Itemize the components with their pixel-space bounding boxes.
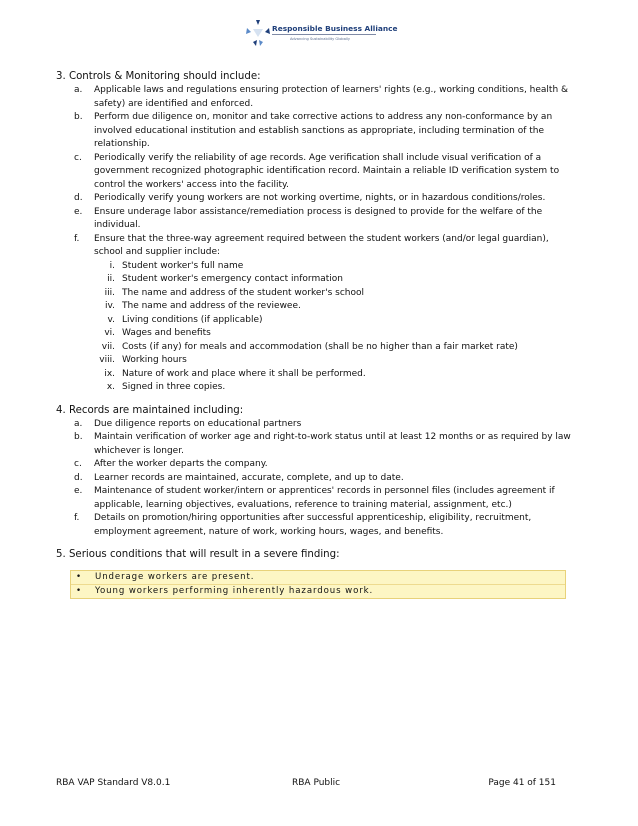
list-item-text: Due diligence reports on educational partners: [94, 418, 302, 429]
bullet-marker: •: [76, 572, 82, 582]
document-body: [56, 70, 576, 608]
bullet-item: [71, 584, 565, 598]
sub-list-item: [56, 260, 576, 274]
sub-list-item: [56, 381, 576, 395]
bullet-item: [71, 571, 565, 584]
sub-list-item: [56, 273, 576, 287]
sub-list-item-text: Living conditions (if applicable): [122, 314, 263, 325]
sub-list-item-text: Signed in three copies.: [122, 382, 226, 392]
list-item-text: Perform due diligence on, monitor and take corrective actions to address any non-conformance by an involved educational institution and establish sanctions as appropriate, including termination of the relationship.: [94, 112, 553, 149]
list-marker: e.: [74, 206, 83, 217]
list-item-text: Learner records are maintained, accurate, complete, and up to date.: [94, 472, 404, 483]
list-marker: f.: [74, 233, 80, 244]
sub-list-item-text: Student worker's full name: [122, 260, 244, 271]
list-item: [56, 84, 576, 111]
list-marker: b.: [74, 112, 83, 122]
rba-logo-icon: [244, 18, 272, 48]
sub-list-item-text: Working hours: [122, 355, 187, 365]
list-marker: f.: [74, 513, 80, 523]
list-item-text: Maintenance of student worker/intern or apprentices' records in personnel files (includes agreement if applicable, learning objectives, evaluations, reference to training material, assignment, etc.): [94, 486, 555, 510]
list-marker: c.: [74, 459, 82, 469]
list-marker: a.: [74, 418, 83, 429]
list-item-text: Periodically verify young workers are not working overtime, nights, or in hazardous conditions/roles.: [94, 193, 546, 203]
list-marker: i.: [109, 260, 115, 271]
section-title: 5. Serious conditions that will result in a severe finding:: [56, 549, 340, 560]
logo-divider: [272, 34, 376, 35]
list-item: [56, 152, 576, 193]
list-marker: vi.: [104, 328, 115, 338]
footer-classification: RBA Public: [292, 778, 341, 788]
rba-logo: [244, 18, 398, 50]
logo-title: Responsible Business Alliance: [272, 24, 398, 33]
list-item-text: Ensure underage labor assistance/remediation process is designed to provide for the welfare of the individual.: [94, 206, 543, 230]
sub-list-item: [56, 300, 576, 314]
bullet-text: Young workers performing inherently hazardous work.: [95, 586, 374, 596]
list-marker: b.: [74, 432, 83, 442]
sub-list-item: [56, 368, 576, 382]
sub-list-item: [56, 327, 576, 341]
list-marker: a.: [74, 85, 83, 95]
list-item-text: Ensure that the three-way agreement required between the student workers (and/or legal guardian), school and supplier include:: [94, 233, 549, 257]
list-item-text: After the worker departs the company.: [94, 459, 268, 469]
sub-list-item-text: Nature of work and place where it shall be performed.: [122, 368, 366, 379]
sub-list-item: [56, 314, 576, 328]
section-controls-monitoring: [56, 70, 576, 395]
list-item: [56, 206, 576, 233]
footer-document-version: RBA VAP Standard V8.0.1: [56, 778, 171, 788]
bullet-marker: •: [76, 586, 82, 596]
list-item-text: Periodically verify the reliability of age records. Age verification shall include visual verification of a government recognized photographic identification record. Maintain a reliable ID verification system to control the workers' access into the facility.: [94, 152, 560, 190]
sub-list-item-text: Student worker's emergency contact information: [122, 274, 343, 284]
list-marker: x.: [106, 382, 115, 392]
list-marker: ii.: [107, 274, 115, 284]
sub-list-item: [56, 287, 576, 301]
sub-list-item-text: The name and address of the student worker's school: [122, 287, 365, 298]
sub-list-item-text: The name and address of the reviewee.: [122, 301, 301, 311]
section-serious-conditions: [56, 548, 576, 599]
highlighted-bullet-list: [70, 570, 566, 599]
section-title: 4. Records are maintained including:: [56, 404, 244, 416]
bullet-text: Underage workers are present.: [95, 572, 255, 582]
section-records-maintained: [56, 404, 576, 540]
list-item: [56, 431, 576, 458]
list-item: [56, 512, 576, 539]
list-item-text: Maintain verification of worker age and right-to-work status until at least 12 months or as required by law whichever is longer.: [94, 432, 571, 456]
list-marker: iii.: [104, 287, 115, 298]
list-item-text: Details on promotion/hiring opportunities after successful apprenticeship, eligibility, recruitment, employment agreement, nature of work, working hours, wages, and benefits.: [94, 513, 532, 537]
list-marker: v.: [107, 314, 115, 325]
list-marker: c.: [74, 152, 82, 163]
footer-page-number: Page 41 of 151: [488, 778, 556, 788]
list-marker: d.: [74, 193, 83, 203]
list-item: [56, 485, 576, 512]
list-marker: vii.: [101, 341, 115, 352]
sub-list-item-text: Wages and benefits: [122, 328, 211, 338]
list-marker: e.: [74, 486, 83, 496]
section-title: 3. Controls & Monitoring should include:: [56, 71, 261, 82]
list-item: [56, 111, 576, 152]
sub-list-item-text: Costs (if any) for meals and accommodation (shall be no higher than a fair market rate): [122, 341, 518, 352]
list-item: [56, 472, 576, 486]
sub-list-item: [56, 354, 576, 368]
list-item: [56, 458, 576, 472]
list-item-text: Applicable laws and regulations ensuring protection of learners' rights (e.g., working conditions, health & safety) are identified and enforced.: [94, 85, 569, 109]
list-item: [56, 233, 576, 260]
logo-tagline: Advancing Sustainability Globally: [290, 37, 351, 41]
sub-list-item: [56, 341, 576, 355]
list-marker: ix.: [104, 368, 115, 379]
list-item: [56, 192, 576, 206]
list-marker: viii.: [99, 355, 115, 365]
list-marker: iv.: [105, 301, 115, 311]
list-item: [56, 418, 576, 432]
list-marker: d.: [74, 472, 83, 483]
